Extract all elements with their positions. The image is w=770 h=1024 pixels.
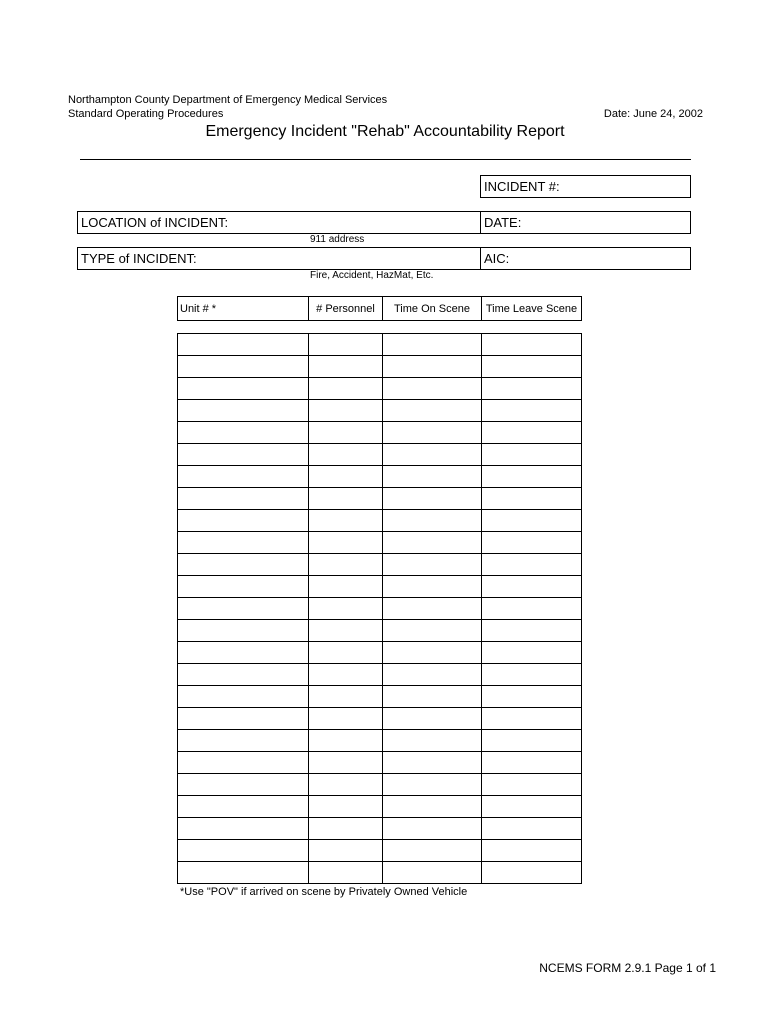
- unit-cell[interactable]: [178, 862, 309, 884]
- table-row: [178, 620, 582, 642]
- personnel-cell[interactable]: [309, 576, 383, 598]
- table-row: [178, 818, 582, 840]
- unit-cell[interactable]: [178, 730, 309, 752]
- unit-cell[interactable]: [178, 774, 309, 796]
- table-row: [178, 708, 582, 730]
- table-row: [178, 466, 582, 488]
- personnel-cell[interactable]: [309, 818, 383, 840]
- time-leave-scene-cell[interactable]: [482, 708, 582, 730]
- time-leave-scene-cell[interactable]: [482, 554, 582, 576]
- unit-cell[interactable]: [178, 796, 309, 818]
- unit-cell[interactable]: [178, 752, 309, 774]
- unit-cell[interactable]: [178, 818, 309, 840]
- time-on-scene-cell[interactable]: [383, 598, 482, 620]
- personnel-cell[interactable]: [309, 862, 383, 884]
- header-rule: [80, 159, 691, 160]
- time-leave-scene-cell[interactable]: [482, 796, 582, 818]
- unit-cell[interactable]: [178, 488, 309, 510]
- table-row: [178, 686, 582, 708]
- unit-cell[interactable]: [178, 620, 309, 642]
- time-leave-scene-cell[interactable]: [482, 598, 582, 620]
- personnel-cell[interactable]: [309, 356, 383, 378]
- table-row: [178, 356, 582, 378]
- time-on-scene-cell[interactable]: [383, 730, 482, 752]
- personnel-cell[interactable]: [309, 444, 383, 466]
- time-on-scene-cell[interactable]: [383, 840, 482, 862]
- time-leave-scene-cell[interactable]: [482, 356, 582, 378]
- table-row: [178, 796, 582, 818]
- form-number-footer: NCEMS FORM 2.9.1 Page 1 of 1: [539, 961, 716, 975]
- pov-footnote: *Use "POV" if arrived on scene by Privately Owned Vehicle: [180, 886, 468, 898]
- time-leave-scene-cell[interactable]: [482, 642, 582, 664]
- date-label: DATE:: [484, 215, 522, 230]
- unit-cell[interactable]: [178, 444, 309, 466]
- personnel-cell[interactable]: [309, 510, 383, 532]
- time-leave-scene-cell[interactable]: [482, 400, 582, 422]
- time-leave-scene-cell[interactable]: [482, 488, 582, 510]
- time-leave-scene-cell[interactable]: [482, 576, 582, 598]
- time-on-scene-cell[interactable]: [383, 334, 482, 356]
- table-row: [178, 752, 582, 774]
- accountability-table: [177, 296, 582, 884]
- unit-cell[interactable]: [178, 708, 309, 730]
- table-row: [178, 664, 582, 686]
- personnel-cell[interactable]: [309, 686, 383, 708]
- unit-cell[interactable]: [178, 840, 309, 862]
- incident-number-field[interactable]: [480, 175, 691, 198]
- time-leave-scene-cell[interactable]: [482, 774, 582, 796]
- unit-cell[interactable]: [178, 356, 309, 378]
- col-header-personnel: # Personnel: [309, 297, 383, 321]
- col-header-unit: Unit # *: [178, 297, 309, 321]
- table-row: [178, 554, 582, 576]
- table-body: [178, 321, 582, 884]
- time-leave-scene-cell[interactable]: [482, 840, 582, 862]
- incident-type-hint: Fire, Accident, HazMat, Etc.: [310, 270, 434, 281]
- table-spacer: [178, 321, 582, 334]
- unit-cell[interactable]: [178, 576, 309, 598]
- unit-cell[interactable]: [178, 510, 309, 532]
- personnel-cell[interactable]: [309, 466, 383, 488]
- table-row: [178, 532, 582, 554]
- unit-cell[interactable]: [178, 554, 309, 576]
- personnel-cell[interactable]: [309, 554, 383, 576]
- time-leave-scene-cell[interactable]: [482, 466, 582, 488]
- time-leave-scene-cell[interactable]: [482, 532, 582, 554]
- time-on-scene-cell[interactable]: [383, 378, 482, 400]
- personnel-cell[interactable]: [309, 422, 383, 444]
- time-on-scene-cell[interactable]: [383, 532, 482, 554]
- unit-cell[interactable]: [178, 422, 309, 444]
- incident-type-field[interactable]: [78, 248, 480, 269]
- type-aic-row: [77, 247, 691, 270]
- table-row: [178, 400, 582, 422]
- unit-cell[interactable]: [178, 378, 309, 400]
- aic-field[interactable]: [481, 248, 690, 269]
- personnel-cell[interactable]: [309, 334, 383, 356]
- table-row: [178, 510, 582, 532]
- time-leave-scene-cell[interactable]: [482, 664, 582, 686]
- table-row: [178, 334, 582, 356]
- personnel-cell[interactable]: [309, 664, 383, 686]
- personnel-cell[interactable]: [309, 774, 383, 796]
- unit-cell[interactable]: [178, 664, 309, 686]
- incident-type-label: TYPE of INCIDENT:: [81, 251, 197, 266]
- time-on-scene-cell[interactable]: [383, 862, 482, 884]
- time-leave-scene-cell[interactable]: [482, 444, 582, 466]
- unit-cell[interactable]: [178, 400, 309, 422]
- time-on-scene-cell[interactable]: [383, 664, 482, 686]
- document-date: Date: June 24, 2002: [603, 108, 703, 120]
- personnel-cell[interactable]: [309, 598, 383, 620]
- time-leave-scene-cell[interactable]: [482, 510, 582, 532]
- personnel-cell[interactable]: [309, 752, 383, 774]
- time-on-scene-cell[interactable]: [383, 488, 482, 510]
- time-on-scene-cell[interactable]: [383, 686, 482, 708]
- time-on-scene-cell[interactable]: [383, 708, 482, 730]
- unit-cell[interactable]: [178, 642, 309, 664]
- time-leave-scene-cell[interactable]: [482, 730, 582, 752]
- date-field[interactable]: [481, 212, 690, 233]
- time-leave-scene-cell[interactable]: [482, 752, 582, 774]
- unit-cell[interactable]: [178, 598, 309, 620]
- location-field[interactable]: [78, 212, 480, 233]
- time-on-scene-cell[interactable]: [383, 554, 482, 576]
- col-header-time-leave-scene: Time Leave Scene: [482, 297, 582, 321]
- table-row: [178, 422, 582, 444]
- table-row: [178, 378, 582, 400]
- table-row: [178, 730, 582, 752]
- time-on-scene-cell[interactable]: [383, 444, 482, 466]
- time-leave-scene-cell[interactable]: [482, 620, 582, 642]
- unit-cell[interactable]: [178, 686, 309, 708]
- aic-label: AIC:: [484, 251, 510, 266]
- time-on-scene-cell[interactable]: [383, 466, 482, 488]
- table-header-row: [178, 297, 582, 321]
- unit-cell[interactable]: [178, 334, 309, 356]
- table-row: [178, 840, 582, 862]
- table-row: [178, 576, 582, 598]
- personnel-cell[interactable]: [309, 532, 383, 554]
- table-row: [178, 598, 582, 620]
- personnel-cell[interactable]: [309, 840, 383, 862]
- unit-cell[interactable]: [178, 466, 309, 488]
- personnel-cell[interactable]: [309, 708, 383, 730]
- table-row: [178, 642, 582, 664]
- location-label: LOCATION of INCIDENT:: [81, 215, 229, 230]
- time-on-scene-cell[interactable]: [383, 796, 482, 818]
- form-title: Emergency Incident "Rehab" Accountability Report: [205, 123, 565, 140]
- personnel-cell[interactable]: [309, 488, 383, 510]
- document-subtitle: Standard Operating Procedures: [68, 108, 224, 120]
- table-row: [178, 862, 582, 884]
- table-row: [178, 488, 582, 510]
- personnel-cell[interactable]: [309, 642, 383, 664]
- personnel-cell[interactable]: [309, 378, 383, 400]
- time-on-scene-cell[interactable]: [383, 510, 482, 532]
- time-on-scene-cell[interactable]: [383, 774, 482, 796]
- time-on-scene-cell[interactable]: [383, 620, 482, 642]
- table-row: [178, 774, 582, 796]
- personnel-cell[interactable]: [309, 620, 383, 642]
- time-on-scene-cell[interactable]: [383, 422, 482, 444]
- time-on-scene-cell[interactable]: [383, 752, 482, 774]
- time-on-scene-cell[interactable]: [383, 818, 482, 840]
- time-leave-scene-cell[interactable]: [482, 686, 582, 708]
- unit-cell[interactable]: [178, 532, 309, 554]
- incident-number-label: INCIDENT #:: [484, 179, 560, 194]
- time-leave-scene-cell[interactable]: [482, 818, 582, 840]
- personnel-cell[interactable]: [309, 796, 383, 818]
- time-on-scene-cell[interactable]: [383, 356, 482, 378]
- time-on-scene-cell[interactable]: [383, 576, 482, 598]
- location-hint: 911 address: [310, 234, 365, 245]
- personnel-cell[interactable]: [309, 730, 383, 752]
- location-date-row: [77, 211, 691, 234]
- time-leave-scene-cell[interactable]: [482, 862, 582, 884]
- time-leave-scene-cell[interactable]: [482, 334, 582, 356]
- time-leave-scene-cell[interactable]: [482, 378, 582, 400]
- time-on-scene-cell[interactable]: [383, 400, 482, 422]
- time-on-scene-cell[interactable]: [383, 642, 482, 664]
- department-name: Northampton County Department of Emergency Medical Services: [68, 94, 388, 106]
- time-leave-scene-cell[interactable]: [482, 422, 582, 444]
- table-row: [178, 444, 582, 466]
- col-header-time-on-scene: Time On Scene: [383, 297, 482, 321]
- personnel-cell[interactable]: [309, 400, 383, 422]
